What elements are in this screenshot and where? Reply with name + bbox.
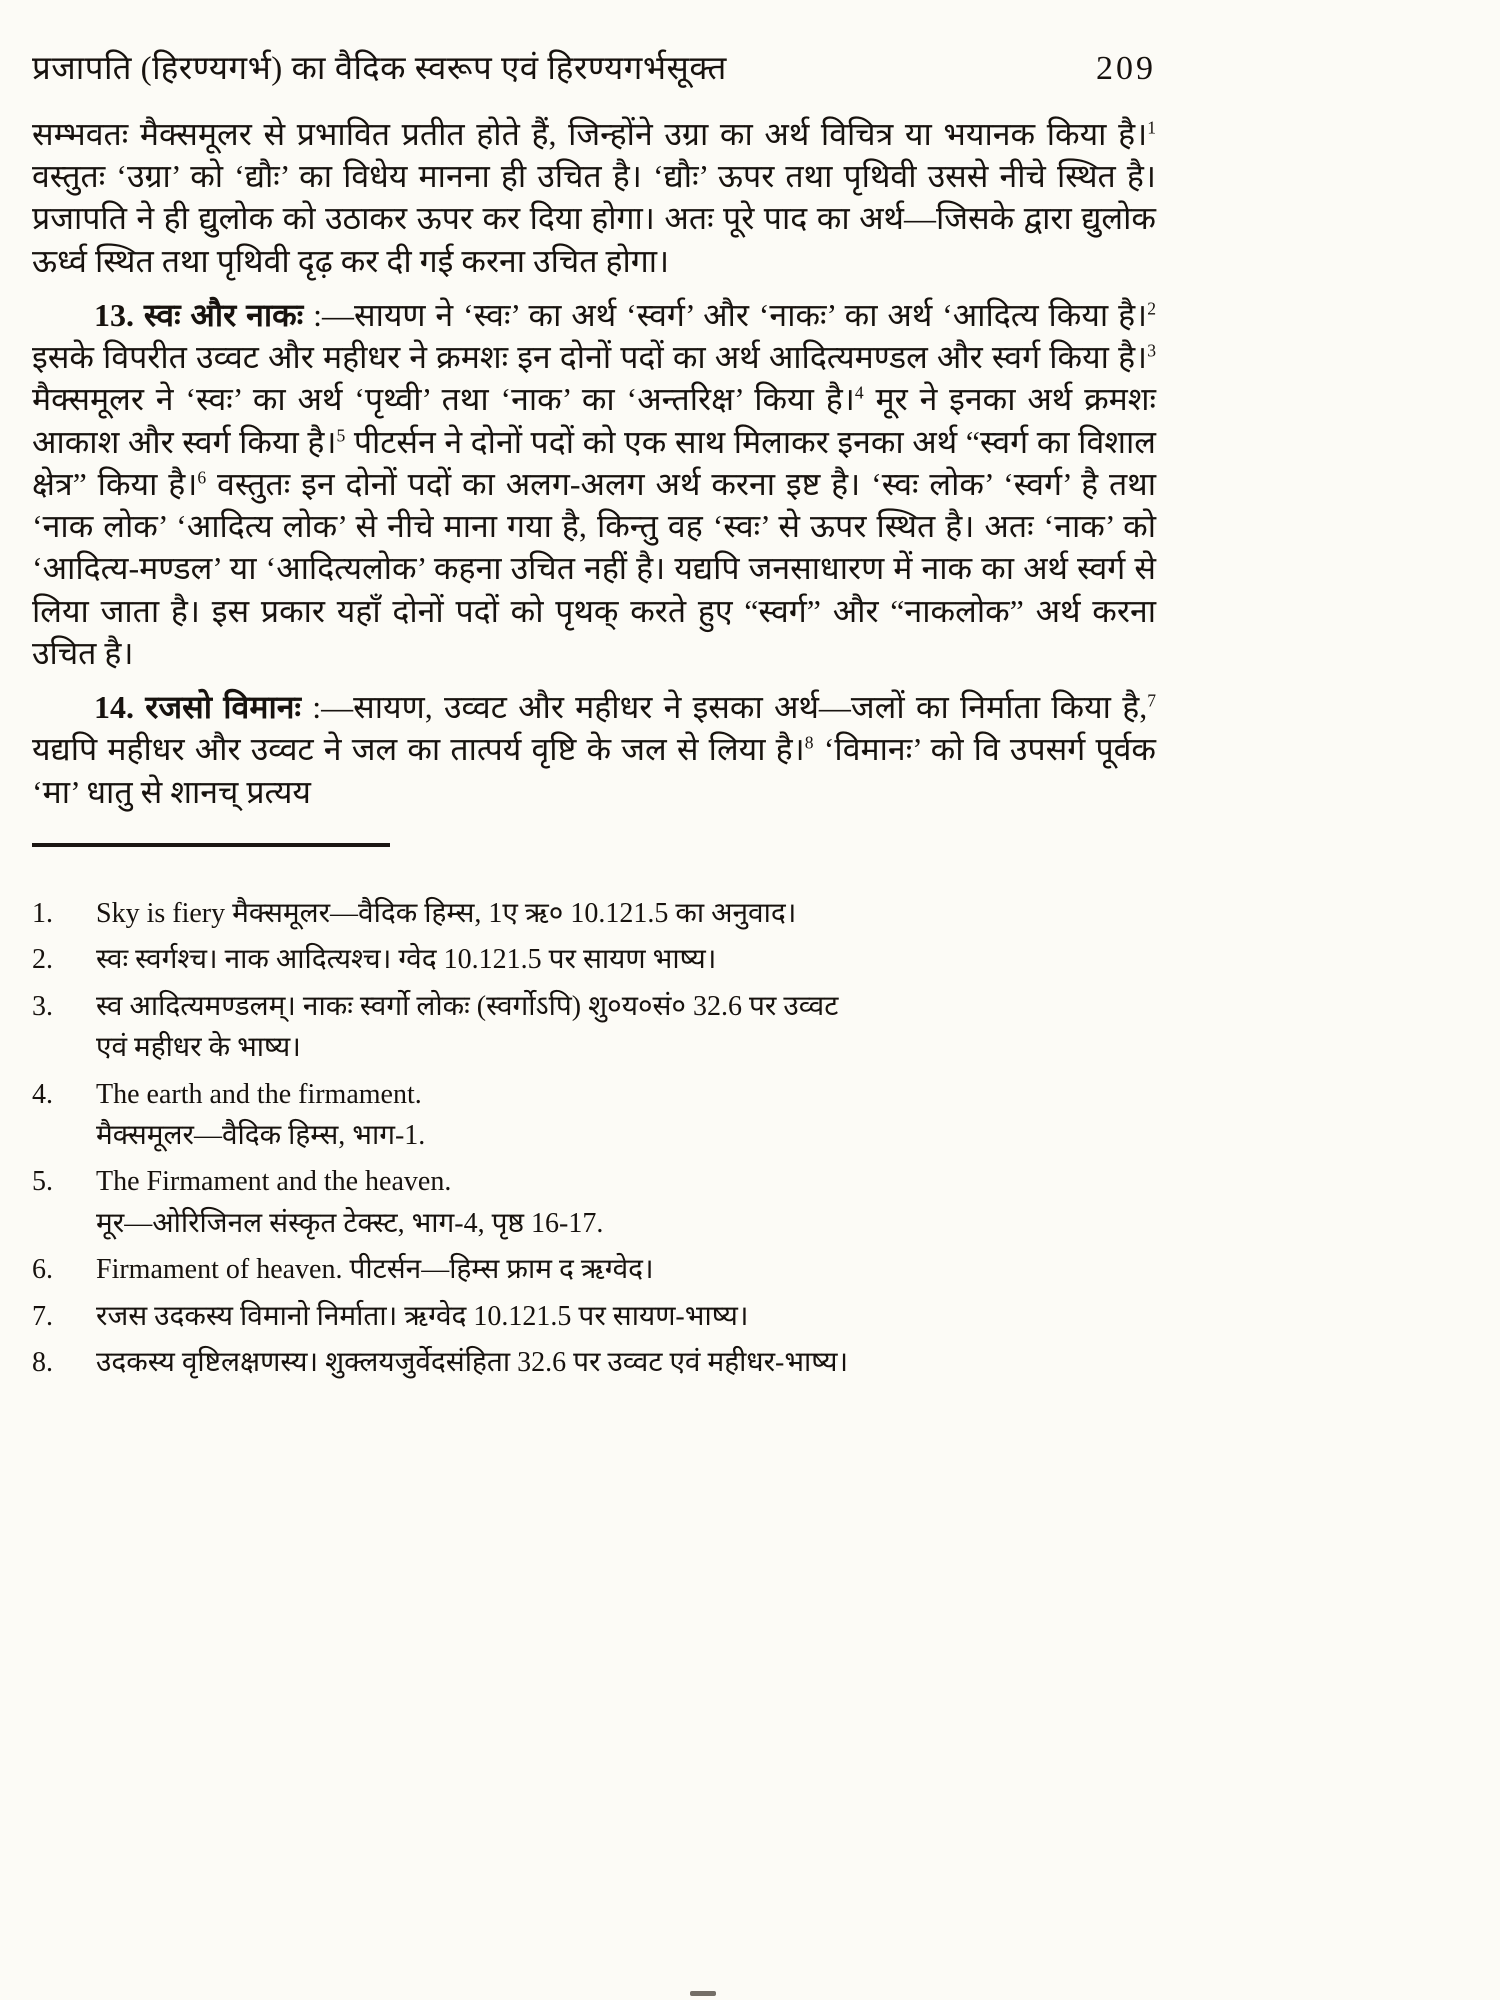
paragraph [32, 294, 1156, 674]
footnote-text [96, 1296, 1156, 1337]
paragraph [32, 686, 1156, 813]
footnote [32, 1296, 1156, 1337]
text-run: वस्तुतः इन दोनों पदों का अलग-अलग अर्थ करना इष्ट है। ‘स्वः लोक’ ‘स्वर्ग’ है तथा ‘नाक लोक’ ‘आदित्य लोक’ से नीचे माना गया है, किन्तु वह ‘स्वः’ से ऊपर स्थित है। अतः ‘नाक’ को ‘आदित्य-मण्डल’ या ‘आदित्यलोक’ कहना उचित नहीं है। यद्यपि जनसाधारण में नाक का अर्थ स्वर्ग से लिया जाता है। इस प्रकार यहाँ दोनों पदों को पृथक् करते हुए “स्वर्ग” और “नाकलोक” अर्थ करना उचित है। [32, 465, 1156, 671]
footnote-ref: 5 [336, 424, 346, 445]
paragraph [32, 113, 1156, 282]
footnote [32, 1249, 1156, 1290]
footnotes-section [32, 893, 1156, 1384]
footnote-ref: 8 [804, 732, 814, 753]
footnote-number: 1. [32, 897, 53, 929]
footnote-line: स्व आदित्यमण्डलम्। नाकः स्वर्गो लोकः (स्वर्गोऽपि) शु०य०सं० 32.6 पर उव्वट [96, 990, 839, 1022]
footnote-line: रजस उदकस्य विमानो निर्माता। ऋग्वेद 10.121.5 पर सायण-भाष्य। [96, 1300, 749, 1332]
footnote-line: Sky is fiery मैक्समूलर—वैदिक हिम्स, 1ए ऋ० 10.121.5 का अनुवाद। [96, 897, 797, 929]
footnote-line: एवं महीधर के भाष्य। [96, 1032, 301, 1064]
footnote-text [96, 1161, 1156, 1244]
footnote-line: The earth and the firmament. [96, 1078, 422, 1110]
footnote-line: स्वः स्वर्गश्च। नाक आदित्यश्च। ग्वेद 10.121.5 पर सायण भाष्य। [96, 944, 717, 976]
footnote-line: उदकस्य वृष्टिलक्षणस्य। शुक्लयजुर्वेदसंहिता 32.6 पर उव्वट एवं महीधर-भाष्य। [96, 1347, 849, 1379]
footnote-ref: 3 [1147, 340, 1156, 361]
footnote-text [96, 893, 1156, 934]
footnote-ref: 2 [1147, 298, 1156, 319]
section-heading: 13. स्वः और नाकः [94, 296, 304, 333]
footnote-number: 3. [32, 990, 53, 1022]
footnote-line: मूर—ओरिजिनल संस्कृत टेक्स्ट, भाग-4, पृष्ठ 16-17. [96, 1207, 604, 1239]
text-run: सम्भवतः मैक्समूलर से प्रभावित प्रतीत होते हैं, जिन्होंने उग्रा का अर्थ विचित्र या भयानक किया है। [32, 116, 1148, 152]
footnote-text [96, 1249, 1156, 1290]
footnote-number: 4. [32, 1078, 53, 1110]
footnote-number: 6. [32, 1254, 53, 1286]
text-run: पीटर्सन ने दोनों पदों को एक साथ मिलाकर इनका अर्थ “स्वर्ग का विशाल क्षेत्र” किया है। [32, 423, 1156, 502]
text-run: ‘विमानः’ को वि उपसर्ग पूर्वक ‘मा’ धातु से शानच् प्रत्यय [32, 731, 1157, 810]
footnote-ref: 6 [197, 467, 207, 488]
body-text [32, 113, 1156, 813]
footnote-text [96, 939, 1156, 980]
page-number: 209 [1096, 50, 1156, 87]
footnote-number: 2. [32, 944, 53, 976]
running-title: प्रजापति (हिरण्यगर्भ) का वैदिक स्वरूप एवं हिरण्यगर्भसूक्त [32, 51, 727, 87]
footnote-line: The Firmament and the heaven. [96, 1166, 452, 1198]
footnote-number: 7. [32, 1300, 53, 1332]
footnote-line: Firmament of heaven. पीटर्सन—हिम्स फ्राम द ऋग्वेद। [96, 1254, 654, 1286]
section-heading: 14. रजसो विमानः [94, 689, 301, 726]
footnote [32, 893, 1156, 934]
text-run: :—सायण ने ‘स्वः’ का अर्थ ‘स्वर्ग’ और ‘नाकः’ का अर्थ ‘आदित्य किया है। [303, 296, 1148, 333]
text-run: इसके विपरीत उव्वट और महीधर ने क्रमशः इन दोनों पदों का अर्थ आदित्यमण्डल और स्वर्ग किया है। [32, 339, 1148, 376]
scan-artifact [690, 1991, 716, 1996]
footnote [32, 986, 1156, 1069]
footnote-text [96, 986, 1156, 1069]
text-run: मूर ने इनका अर्थ क्रमशः आकाश और स्वर्ग किया है। [32, 381, 1156, 460]
footnote-ref: 1 [1147, 117, 1156, 138]
text-run: यद्यपि महीधर और उव्वट ने जल का तात्पर्य वृष्टि के जल से लिया है। [32, 731, 805, 768]
footnote [32, 1074, 1156, 1157]
footnote [32, 1161, 1156, 1244]
footnote [32, 1342, 1156, 1383]
footnote-line: मैक्समूलर—वैदिक हिम्स, भाग-1. [96, 1119, 426, 1151]
footnote-text [96, 1342, 1156, 1383]
footnote-ref: 4 [854, 382, 864, 403]
text-run: मैक्समूलर ने ‘स्वः’ का अर्थ ‘पृथ्वी’ तथा ‘नाक’ का ‘अन्तरिक्ष’ किया है। [32, 381, 855, 418]
footnote [32, 939, 1156, 980]
footnote-number: 5. [32, 1166, 53, 1198]
page-header [32, 44, 1156, 89]
footnote-text [96, 1074, 1156, 1157]
text-run: वस्तुतः ‘उग्रा’ को ‘द्यौः’ का विधेय मानना ही उचित है। ‘द्यौः’ ऊपर तथा पृथिवी उससे नीचे स्थित है। प्रजापति ने ही द्युलोक को उठाकर ऊपर कर दिया होगा। अतः पूरे पाद का अर्थ—जिसके द्वारा द्युलोक ऊर्ध्व स्थित तथा पृथिवी दृढ़ कर दी गई करना उचित होगा। [32, 158, 1156, 279]
footnote-divider [32, 843, 390, 847]
footnote-number: 8. [32, 1347, 53, 1379]
footnote-ref: 7 [1147, 690, 1156, 711]
text-run: :—सायण, उव्वट और महीधर ने इसका अर्थ—जलों का निर्माता किया है, [300, 689, 1148, 726]
